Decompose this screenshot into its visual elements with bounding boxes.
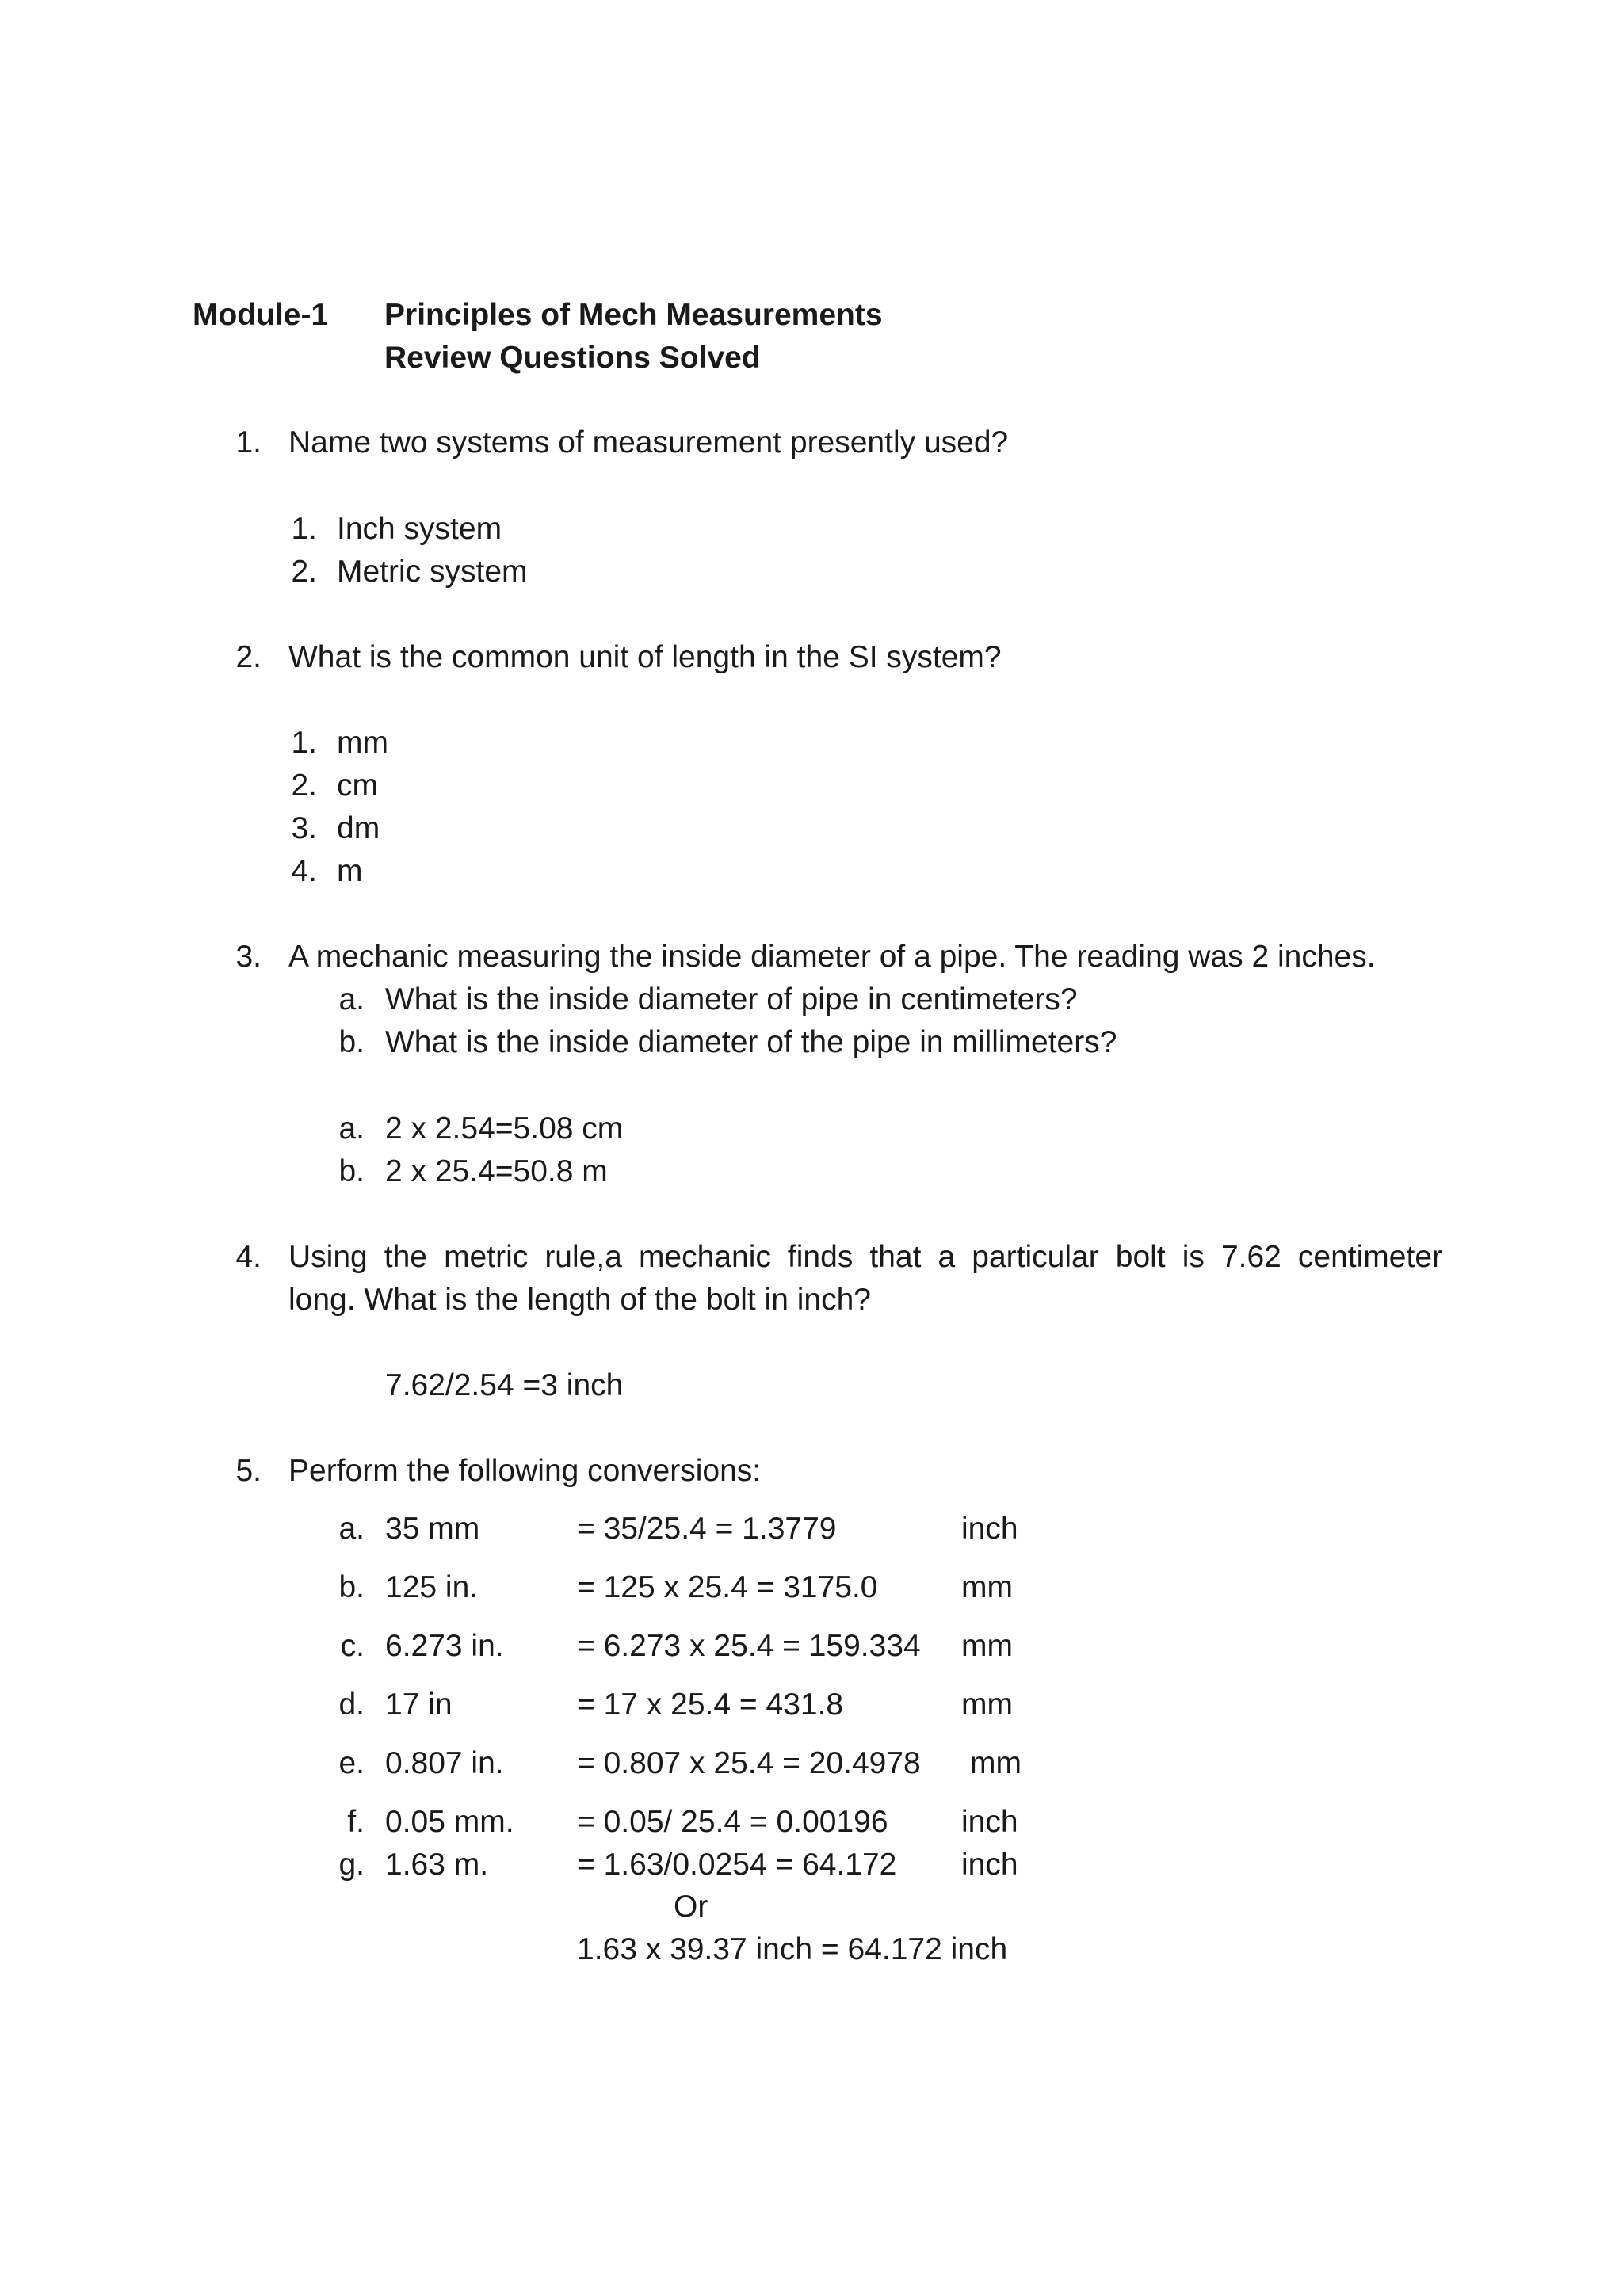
conversion-marker: d. <box>338 1688 365 1722</box>
conversion-formula: = 35/25.4 = 1.3779 <box>577 1512 837 1546</box>
question-number: 1. <box>235 425 262 460</box>
answer-marker: 2. <box>291 555 317 589</box>
answer-text: Metric system <box>337 555 528 589</box>
conversion-formula: = 0.807 x 25.4 = 20.4978 <box>577 1746 921 1780</box>
answer-text: cm <box>337 769 378 803</box>
subquestion-marker: a. <box>338 982 365 1016</box>
conversion-value: 35 mm <box>385 1512 480 1546</box>
conversion-marker: f. <box>347 1805 365 1839</box>
answer-text: m <box>337 854 363 888</box>
conversion-marker: e. <box>338 1746 365 1780</box>
conversion-formula: = 0.05/ 25.4 = 0.00196 <box>577 1805 888 1839</box>
subquestion-text: What is the inside diameter of the pipe in millimeters? <box>385 1025 1117 1059</box>
conversion-unit: mm <box>961 1629 1013 1663</box>
conversion-unit: mm <box>961 1570 1013 1604</box>
answer-marker: a. <box>338 1112 365 1146</box>
conversion-unit: inch <box>961 1512 1018 1546</box>
module-label: Module-1 <box>193 298 329 332</box>
question-text: Name two systems of measurement presently used? <box>288 425 1009 460</box>
answer-text: Inch system <box>337 512 502 546</box>
conversion-formula: = 6.273 x 25.4 = 159.334 <box>577 1629 921 1663</box>
answer-text: mm <box>337 726 388 760</box>
conversion-unit: inch <box>961 1848 1018 1882</box>
answer-marker: 1. <box>291 726 317 760</box>
answer-text: 2 x 2.54=5.08 cm <box>385 1112 624 1146</box>
conversion-formula: = 17 x 25.4 = 431.8 <box>577 1688 844 1722</box>
conversion-unit: mm <box>970 1746 1022 1780</box>
answer-marker: b. <box>338 1154 365 1188</box>
answer-marker: 2. <box>291 769 317 803</box>
conversion-marker: b. <box>338 1570 365 1604</box>
answer-text: 2 x 25.4=50.8 m <box>385 1154 608 1188</box>
conversion-marker: g. <box>338 1848 365 1882</box>
conversion-value: 125 in. <box>385 1570 479 1604</box>
conversion-value: 6.273 in. <box>385 1629 504 1663</box>
question-text: What is the common unit of length in the SI system? <box>288 640 1002 674</box>
answer-marker: 3. <box>291 811 317 845</box>
conversion-value: 17 in <box>385 1688 453 1722</box>
conversion-value: 0.05 mm. <box>385 1805 514 1839</box>
conversion-formula: = 125 x 25.4 = 3175.0 <box>577 1570 878 1604</box>
question-number: 5. <box>235 1454 262 1488</box>
conversion-value: 1.63 m. <box>385 1848 489 1882</box>
question-text-line2: long. What is the length of the bolt in inch? <box>288 1283 871 1317</box>
answer-marker: 4. <box>291 854 317 888</box>
alt-formula: 1.63 x 39.37 inch = 64.172 inch <box>577 1932 1008 1966</box>
or-text: Or <box>674 1890 708 1924</box>
question-number: 2. <box>235 640 262 674</box>
answer-marker: 1. <box>291 512 317 546</box>
question-text: Perform the following conversions: <box>288 1454 762 1488</box>
question-number: 4. <box>235 1240 262 1274</box>
page-subtitle: Review Questions Solved <box>384 341 761 375</box>
answer-text: dm <box>337 811 380 845</box>
answer-text: 7.62/2.54 =3 inch <box>385 1368 624 1402</box>
conversion-formula: = 1.63/0.0254 = 64.172 <box>577 1848 897 1882</box>
page-title: Principles of Mech Measurements <box>384 298 883 332</box>
conversion-unit: inch <box>961 1805 1018 1839</box>
conversion-value: 0.807 in. <box>385 1746 504 1780</box>
question-text: A mechanic measuring the inside diameter of a pipe. The reading was 2 inches. <box>288 940 1376 974</box>
conversion-marker: a. <box>338 1512 365 1546</box>
conversion-marker: c. <box>340 1629 365 1663</box>
subquestion-marker: b. <box>338 1025 365 1059</box>
question-number: 3. <box>235 940 262 974</box>
subquestion-text: What is the inside diameter of pipe in centimeters? <box>385 982 1078 1016</box>
question-text-line1: Using the metric rule,a mechanic finds that a particular bolt is 7.62 centimeter <box>288 1240 1442 1274</box>
conversion-unit: mm <box>961 1688 1013 1722</box>
